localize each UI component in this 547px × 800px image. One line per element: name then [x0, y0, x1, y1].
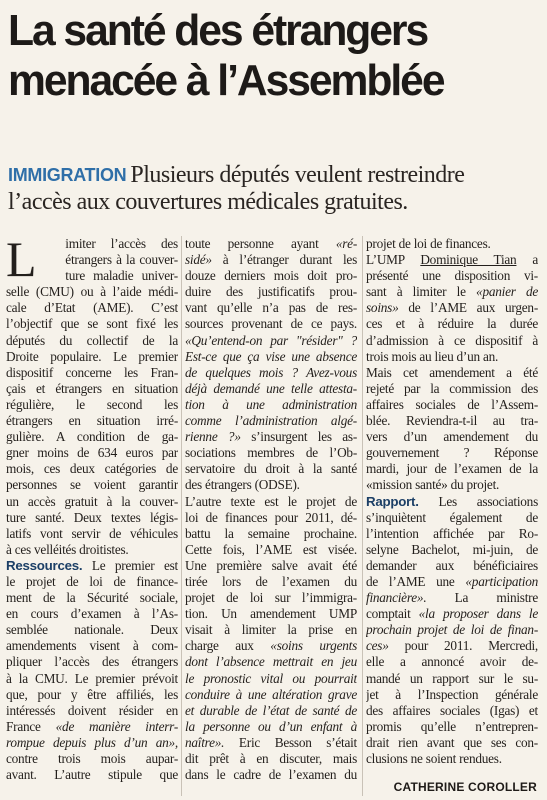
text-line: ment de la Sécurité sociale, [6, 590, 178, 606]
text-line: L’autre texte est le projet de [185, 493, 357, 509]
text-line: promis qu’elle n’entrepren- [366, 718, 538, 734]
text-line: duire des justificatifs prou- [185, 284, 357, 300]
text-line: projet de loi sur l’immigra- [185, 590, 357, 606]
text-line: visait à limiter la prise en [185, 622, 357, 638]
text-line: le pronostic vital ou pourrait [185, 670, 357, 686]
text-line: dont l’absence mettrait en jeu [185, 654, 357, 670]
article-headline [8, 6, 529, 106]
text-line: «mission santé» du projet. [366, 477, 500, 493]
deck-line-2: l’accès aux couvertures médicales gratuites. [8, 189, 408, 215]
subhead-ressources: Ressources. [6, 557, 83, 573]
text-line: s’inquiètent également de [366, 509, 538, 525]
text-line: comptait «la proposer dans le [366, 606, 538, 622]
text-line: soins» de l’AME aux urgen- [366, 300, 538, 316]
text-line: battu la semaine prochaine. [185, 525, 357, 541]
text-line: sidé» à l’étranger durant les [185, 252, 357, 268]
text-line: ture maladie univer- [65, 268, 178, 284]
text-line: Rapport. Les associations [366, 493, 538, 509]
section-kicker: IMMIGRATION [8, 165, 127, 185]
text-line: députés du collectif de la [6, 332, 178, 348]
text-line: déjà demandé une telle attesta- [185, 380, 357, 396]
text-line: ces et à réduire la durée [366, 316, 538, 332]
text-line: loi de finances pour 2011, dé- [185, 509, 357, 525]
text-line: un accès gratuit à la couver- [6, 493, 178, 509]
article-column-2 [185, 236, 357, 796]
text-line: demander aux bénéficiaires [366, 557, 538, 573]
text-line: l’intention affichée par Ro- [366, 525, 538, 541]
text-line: prochain projet de loi de finan- [366, 622, 538, 638]
text-line: elle a annoncé avoir de- [366, 654, 538, 670]
text-line: Mais cet amendement a été [366, 364, 538, 380]
headline-line-2: menacée à l’Assemblée [8, 57, 444, 105]
text-line: toute personne ayant «ré- [185, 236, 357, 251]
text-line: servatoire du droit à la santé [185, 461, 357, 477]
text-line: d’admission à ce dispositif à [366, 332, 538, 348]
text-line: imiter l’accès des [65, 236, 178, 251]
text-line: l’objectif que se sont fixé les [6, 316, 178, 332]
text-line: dit prêt à en discuter, mais [185, 751, 357, 766]
text-line: de l’AME une «participation [366, 573, 538, 589]
deck-line-1 [8, 162, 538, 189]
text-line: çais et étrangers en situation [6, 380, 178, 396]
headline-line-1: La santé des étrangers [8, 7, 428, 55]
text-line: vers d’un amendement du [366, 429, 538, 445]
text-line: financière». La ministre [366, 590, 538, 606]
drop-cap: L [6, 231, 37, 287]
text-line: Une première salve avait été [185, 557, 357, 573]
text-line: à ces velléités droitistes. [6, 541, 129, 557]
article-column-3 [366, 236, 538, 796]
text-line: douze derniers mois doit pro- [185, 268, 357, 284]
text-line: France «de manière interr- [6, 718, 178, 734]
text-line: tirée lors de l’examen du [185, 573, 357, 589]
text-line: et durable de l’état de santé de [185, 702, 357, 718]
text-line: latifs vont servir de véhicules [6, 525, 178, 541]
text-line: sant à limiter le «panier de [366, 284, 538, 300]
text-line: clusions ne soient rendues. [366, 751, 502, 766]
text-line: Cette fois, l’AME est visée. [185, 541, 357, 557]
text-line: des affaires sociales (Igas) et [366, 702, 538, 718]
text-line: affaires sociales de l’Assem- [366, 396, 538, 412]
text-line: semblée nationale. Deux [6, 622, 178, 638]
text-line: jet à l’Inspection générale [366, 686, 538, 702]
text-line: Ressources. Le premier est [6, 557, 178, 573]
text-line: mardi, jour de l’examen de la [366, 461, 538, 477]
text-line: gner moins de 634 euros par [6, 445, 178, 461]
text-line: à la CMU. Le premier prévoit [6, 670, 178, 686]
text-line: cale d’Etat (AME). C’est [6, 300, 178, 316]
text-line: dans le cadre de l’examen du [185, 767, 357, 783]
text-line: étrangers à la couver- [65, 252, 178, 268]
person-link[interactable]: Dominique Tian [420, 252, 517, 268]
text-line: vant qu’elle n’a pas de res- [185, 300, 357, 316]
text-line: trois mois au lieu d’un an. [366, 348, 499, 364]
text-line: L’UMP Dominique Tian a [366, 252, 538, 268]
text-line: naître». Eric Besson s’était [185, 734, 357, 750]
text-line: des étrangers (ODSE). [185, 477, 300, 493]
text-line: projet de loi de finances. [366, 236, 491, 251]
text-line: sociations membres de l’Ob- [185, 445, 357, 461]
text-line: contre trois mois aupar- [6, 751, 178, 766]
text-line: «Qu’entend-on par "résider" ? [185, 332, 357, 348]
column-rule-1 [181, 236, 182, 796]
text-line: drait rien avant que ses con- [366, 734, 538, 750]
text-line: sources provenant de ce pays. [185, 316, 357, 332]
text-line: selyne Bachelot, mi-juin, de [366, 541, 538, 557]
text-line: de quelques mois ? Avez-vous [185, 364, 357, 380]
column-rule-2 [362, 236, 363, 796]
text-line: personnes se voient garantir [6, 477, 178, 493]
text-line: en cours d’examen à l’As- [6, 606, 178, 622]
text-line: dispositif concerne les Fran- [6, 364, 178, 380]
text-line: charge aux «soins urgents [185, 638, 357, 654]
article-deck [8, 162, 538, 216]
text-line: amendements visent à com- [6, 638, 178, 654]
text-line: intéressés doivent résider en [6, 702, 178, 718]
text-line: tion à une administration [185, 396, 357, 412]
text-line: étrangers en situation irré- [6, 413, 178, 429]
text-line: que, pour y être affiliés, les [6, 686, 178, 702]
text-line: la personne ou d’un enfant à [185, 718, 357, 734]
text-line: rompue depuis plus d’un an», [6, 734, 178, 750]
text-line: mois, ces deux catégories de [6, 461, 178, 477]
text-line: rejeté par la commission des [366, 380, 538, 396]
text-line: ces» pour 2011. Mercredi, [366, 638, 538, 654]
text-line: selle (CMU) ou à l’aide médi- [6, 284, 178, 300]
text-line: rienne ?» s’insurgent les as- [185, 429, 357, 445]
text-line: pliquer l’accès des étrangers [6, 654, 178, 670]
text-line: Droite populaire. Le premier [6, 348, 178, 364]
text-line: conduire à une altération grave [185, 686, 357, 702]
text-line: tion. Un amendement UMP [185, 606, 357, 622]
text-line: régulière, le second les [6, 396, 178, 412]
text-line: présenté une disposition vi- [366, 268, 538, 284]
author-byline: CATHERINE COROLLER [393, 780, 537, 794]
text-line: mandé un rapport sur le su- [366, 670, 538, 686]
text-line: avant. L’autre stipule que [6, 767, 178, 783]
text-line: gouvernement ? Réponse [366, 445, 538, 461]
text-line: le projet de loi de finance- [6, 573, 178, 589]
text-line: ture santé. Deux textes légis- [6, 509, 178, 525]
deck-text-1: Plusieurs députés veulent restreindre [130, 162, 465, 188]
text-line: Est-ce que ça vise une absence [185, 348, 357, 364]
text-line: gulière. A condition de ga- [6, 429, 178, 445]
text-line: comme l’administration algé- [185, 413, 357, 429]
text-line: blée. Reviendra-t-il au tra- [366, 413, 538, 429]
article-column-1 [6, 231, 178, 796]
subhead-rapport: Rapport. [366, 493, 419, 509]
